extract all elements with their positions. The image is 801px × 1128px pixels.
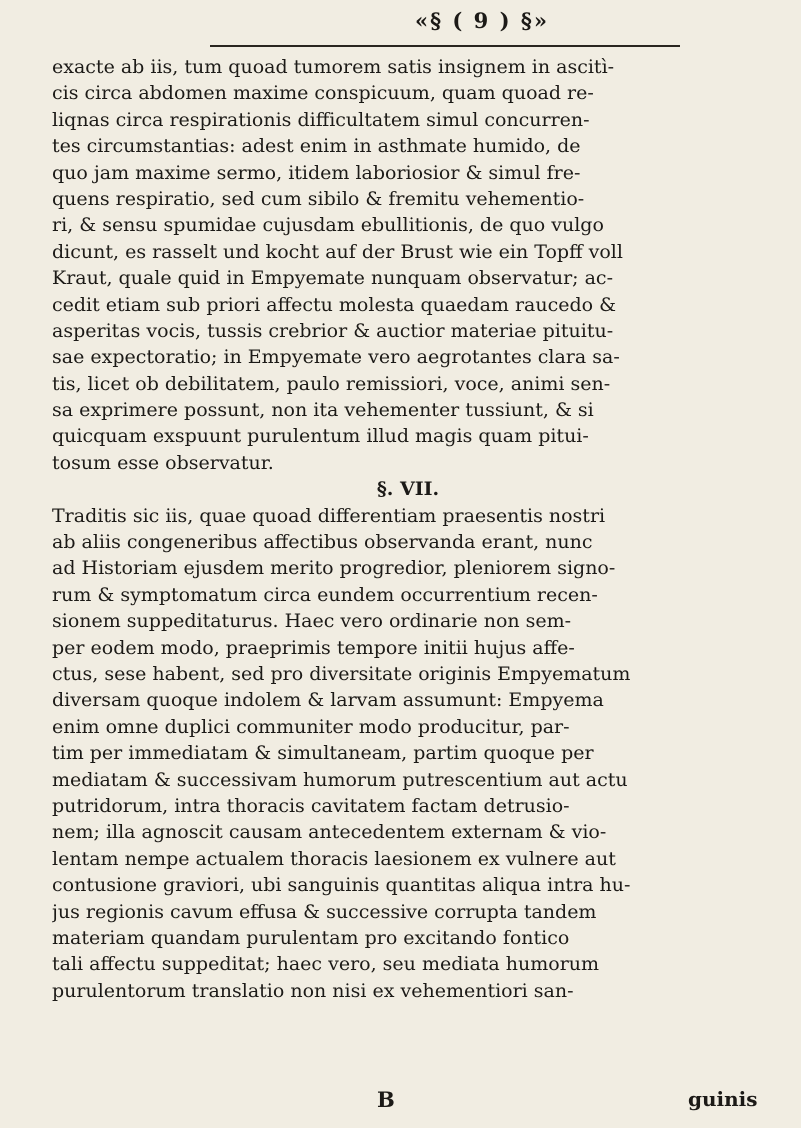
- header-rule: [210, 45, 680, 47]
- signature-mark: B: [377, 1087, 395, 1112]
- text-line: exacte ab iis, tum quoad tumorem satis insignem in ascitì-: [52, 56, 615, 78]
- page-number: «§ ( 9 ) §»: [415, 8, 549, 33]
- text-line: jus regionis cavum effusa & successive corrupta tandem: [52, 900, 597, 923]
- text-line: quicquam exspuunt purulentum illud magis quam pitui-: [52, 425, 589, 448]
- text-line: tosum esse observatur.: [52, 451, 274, 474]
- text-line: rum & symptomatum circa eundem occurrentium recen-: [52, 583, 598, 606]
- text-line: asperitas vocis, tussis crebrior & auctior materiae pituitu-: [52, 319, 614, 342]
- text-line: Traditis sic iis, quae quoad differentiam praesentis nostri: [52, 504, 606, 527]
- text-line: purulentorum translatio non nisi ex vehementiori san-: [52, 979, 574, 1002]
- text-line: ri, & sensu spumidae cujusdam ebullitionis, de quo vulgo: [52, 214, 604, 237]
- text-line: sae expectoratio; in Empyemate vero aegrotantes clara sa-: [52, 346, 620, 369]
- text-line: contusione graviori, ubi sanguinis quantitas aliqua intra hu-: [52, 874, 631, 897]
- text-line: ad Historiam ejusdem merito progredior, pleniorem signo-: [52, 557, 616, 580]
- text-line: tis, licet ob debilitatem, paulo remissiori, voce, animi sen-: [52, 372, 611, 395]
- text-line: sa exprimere possunt, non ita vehementer tussiunt, & si: [52, 399, 594, 422]
- text-line: ctus, sese habent, sed pro diversitate originis Empyematum: [52, 662, 631, 685]
- catchword: guinis: [688, 1087, 758, 1111]
- text-line: quens respiratio, sed cum sibilo & fremitu vehementio-: [52, 187, 585, 210]
- text-line: materiam quandam purulentam pro excitando fontico: [52, 926, 570, 949]
- text-line: cis circa abdomen maxime conspicuum, quam quoad re-: [52, 82, 594, 105]
- text-line: putridorum, intra thoracis cavitatem factam detrusio-: [52, 794, 570, 817]
- text-line: sionem suppeditaturus. Haec vero ordinarie non sem-: [52, 610, 572, 633]
- text-line: diversam quoque indolem & larvam assumunt: Empyema: [52, 689, 604, 712]
- text-line: liqnas circa respirationis difficultatem simul concurren-: [52, 108, 590, 131]
- text-line: per eodem modo, praeprimis tempore initii hujus affe-: [52, 636, 575, 659]
- text-body: [52, 54, 764, 1004]
- text-line: quo jam maxime sermo, itidem laboriosior & simul fre-: [52, 161, 581, 184]
- text-line: ab aliis congeneribus affectibus observanda erant, nunc: [52, 531, 593, 554]
- text-line: tes circumstantias: adest enim in asthmate humido, de: [52, 135, 581, 158]
- text-line: cedit etiam sub priori affectu molesta quaedam raucedo &: [52, 293, 617, 316]
- text-line: Kraut, quale quid in Empyemate nunquam observatur; ac-: [52, 267, 613, 290]
- text-line: mediatam & successivam humorum putrescentium aut actu: [52, 768, 628, 791]
- text-line: lentam nempe actualem thoracis laesionem ex vulnere aut: [52, 847, 616, 870]
- text-line: dicunt, es rasselt und kocht auf der Brust wie ein Topff voll: [52, 240, 623, 263]
- section-heading: §. VII.: [376, 478, 440, 501]
- text-line: nem; illa agnoscit causam antecedentem externam & vio-: [52, 821, 607, 844]
- text-line: tim per immediatam & simultaneam, partim quoque per: [52, 742, 594, 765]
- text-line: enim omne duplici communiter modo producitur, par-: [52, 715, 570, 738]
- text-line: tali affectu suppeditat; haec vero, seu mediata humorum: [52, 953, 600, 976]
- page-header: [0, 0, 801, 50]
